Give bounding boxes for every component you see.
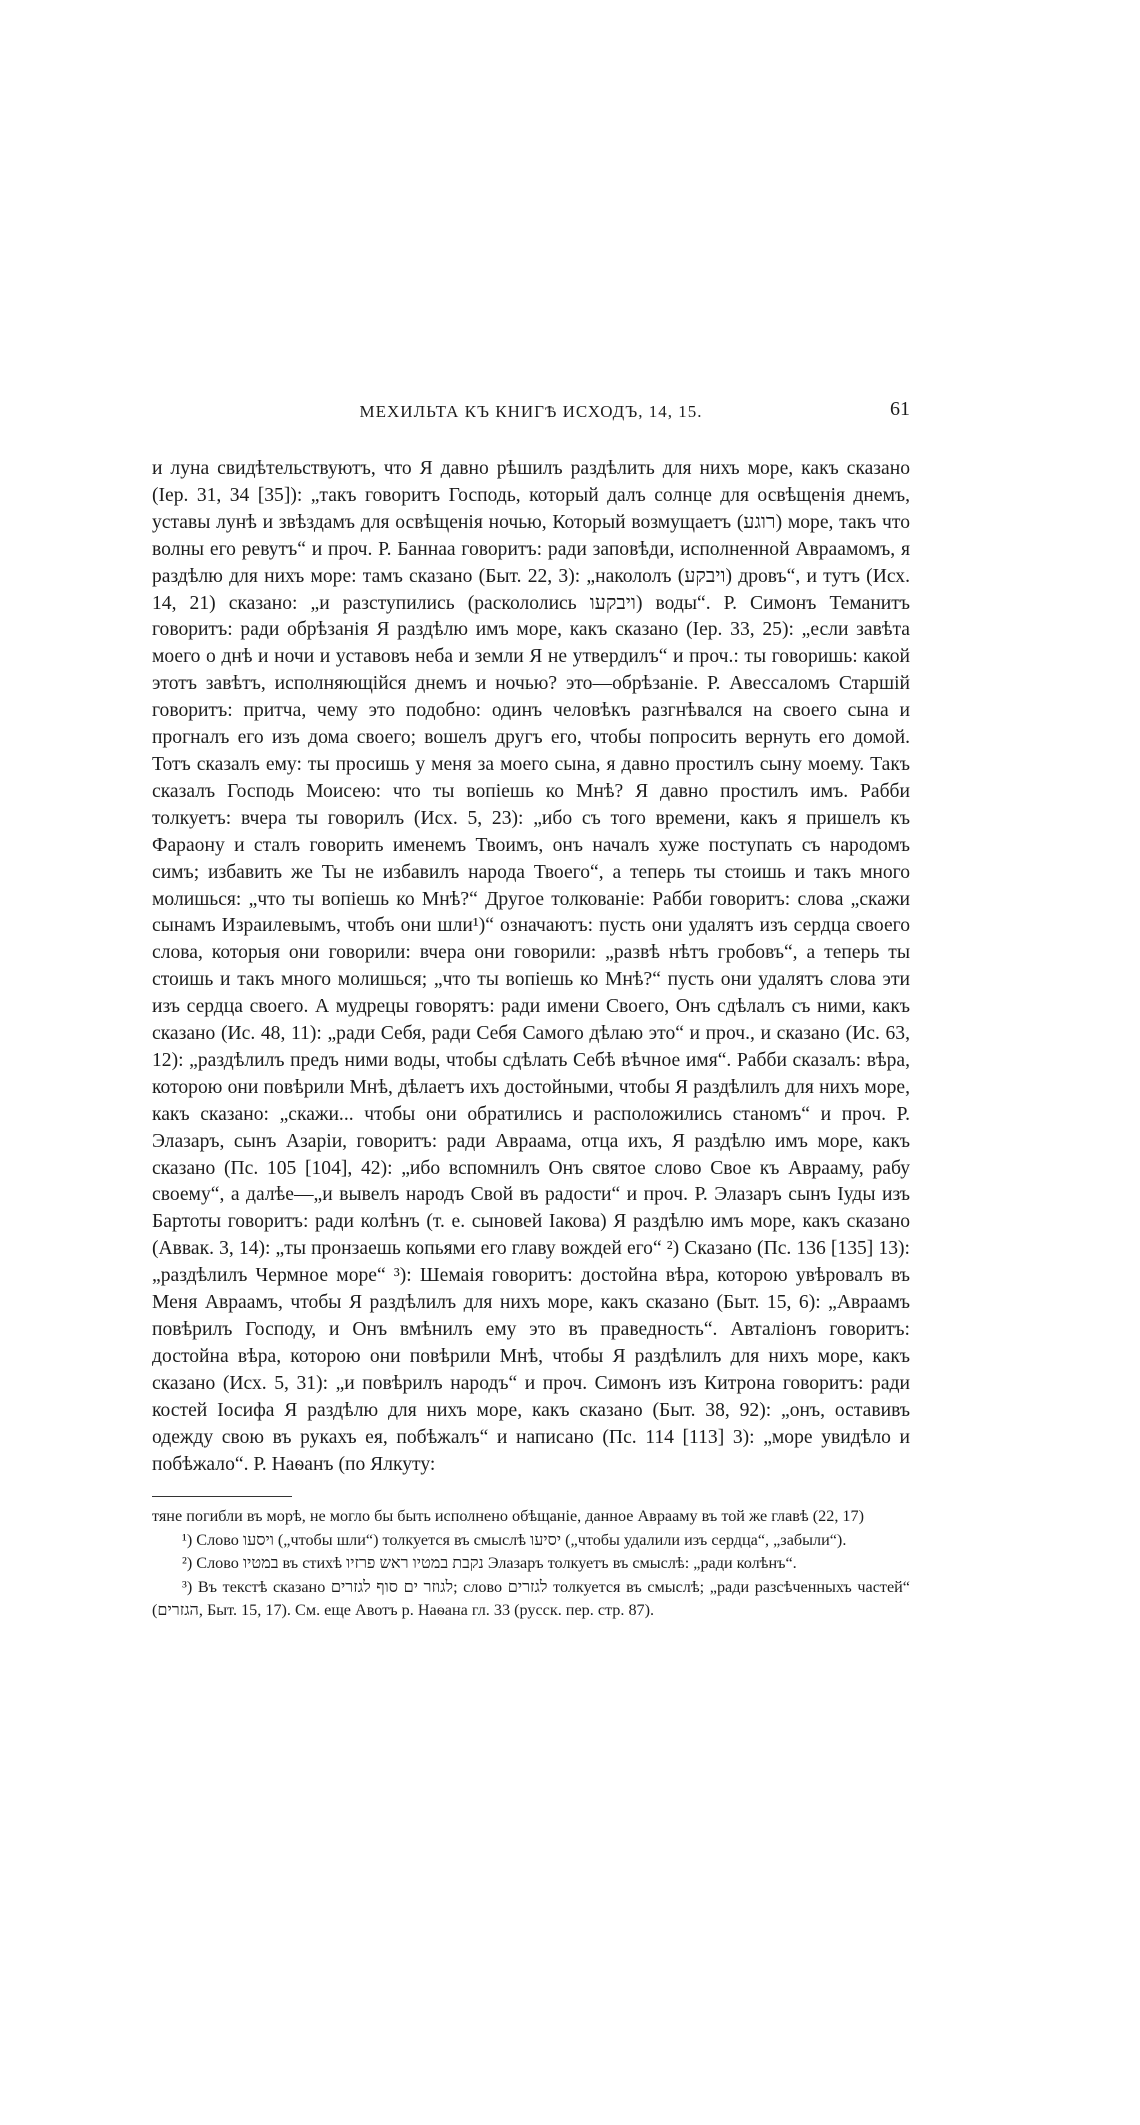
book-page (152, 398, 910, 1623)
running-title: МЕХИЛЬТА КЪ КНИГѢ ИСХОДЪ, 14, 15. (359, 402, 703, 421)
footnote-2: ²) Слово במטיו въ стихѣ נקבת במטיו ראש פרזיו Элазаръ толкуетъ въ смыслѣ: „ради колѣнъ“. (182, 1554, 797, 1573)
footnote-3: ³) Въ текстѣ сказано לגוזר ים סוף לגזרים; слово לגזרים толкуется въ смыслѣ; „ради разсѣченныхъ частей“ (הגזרים, Быт. 15, 17). См. еще Авотъ р. Наѳана гл. 33 (русск. пер. стр. 87). (152, 1577, 910, 1620)
body-paragraph: и луна свидѣтельствуютъ, что Я давно рѣшилъ раздѣлить для нихъ море, какъ сказано (Іер. 31, 34 [35]): „такъ говоритъ Господь, который далъ солнце для освѣщенія днемъ, уставы лунѣ и звѣздамъ для освѣщенія ночью, Который возмущаетъ (רוגע) море, такъ что волны его ревутъ“ и проч. Р. Баннаа говоритъ: ради заповѣди, исполненной Авраамомъ, я раздѣлю для нихъ море: тамъ сказано (Быт. 22, 3): „накололъ (ויבקע) дровъ“, и тутъ (Исх. 14, 21) сказано: „и разступились (раскололись ויבקעו) воды“. Р. Симонъ Теманитъ говоритъ: ради обрѣзанія Я раздѣлю имъ море, какъ сказано (Іер. 33, 25): „если завѣта моего о днѣ и ночи и уставовъ неба и земли Я не утвердилъ“ и проч.: ты говоришь: какой этотъ завѣтъ, исполняющійся днемъ и ночью? это—обрѣзаніе. Р. Авессаломъ Старшій говоритъ: притча, чему это подобно: одинъ человѣкъ разгнѣвался на своего сына и прогналъ его изъ дома своего; вошелъ другъ его, чтобы попросить вернуть его домой. Тотъ сказалъ ему: ты просишь у меня за моего сына, я давно простилъ сыну моему. Такъ сказалъ Господь Моисею: что ты вопіешь ко Мнѣ? Я давно простилъ имъ. Рабби толкуетъ: вчера ты говорилъ (Исх. 5, 23): „ибо съ того времени, какъ я пришелъ къ Фараону и сталъ говорить именемъ Твоимъ, онъ началъ хуже поступать съ народомъ симъ; избавить же Ты не избавилъ народа Твоего“, а теперь ты стоишь и такъ много молишься: „что ты вопіешь ко Мнѣ?“ Другое толкованіе: Рабби говоритъ: слова „скажи сынамъ Израилевымъ, чтобъ они шли¹)“ означаютъ: пусть они удалятъ изъ сердца своего слова, которыя они говорили: вчера они говорили: „развѣ нѣтъ гробовъ“, а теперь ты стоишь и такъ много молишься; „что ты вопіешь ко Мнѣ?“ пусть они удалятъ слова эти изъ сердца своего. А мудрецы говорятъ: ради имени Своего, Онъ сдѣлалъ съ ними, какъ сказано (Ис. 48, 11): „ради Себя, ради Себя Самого дѣлаю это“ и проч., и сказано (Ис. 63, 12): „раздѣлилъ предъ ними воды, чтобы сдѣлать Себѣ вѣчное имя“. Рабби сказалъ: вѣра, которою они повѣрили Мнѣ, дѣлаетъ ихъ достойными, чтобы Я раздѣлилъ для нихъ море, какъ сказано: „скажи... чтобы они обратились и расположились станомъ“ и проч. Р. Элазаръ, сынъ Азаріи, говоритъ: ради Авраама, отца ихъ, Я раздѣлю имъ море, какъ сказано (Пс. 105 [104], 42): „ибо вспомнилъ Онъ святое слово Свое къ Аврааму, рабу своему“, а далѣе—„и вывелъ народъ Свой въ радости“ и проч. Р. Элазаръ сынъ Іуды изъ Бартоты говоритъ: ради колѣнъ (т. е. сыновей Іакова) Я раздѣлю имъ море, какъ сказано (Аввак. 3, 14): „ты пронзаешь копьями его главу вождей его“ ²) Сказано (Пс. 136 [135] 13): „раздѣлилъ Чермное море“ ³): Шемаія говоритъ: достойна вѣра, которою увѣровалъ въ Меня Авраамъ, чтобы Я раздѣлилъ для нихъ море, какъ сказано (Быт. 15, 6): „Авраамъ повѣрилъ Господу, и Онъ вмѣнилъ ему это въ праведность“. Авталіонъ говоритъ: достойна вѣра, которою они повѣрили Мнѣ, чтобы Я раздѣлилъ для нихъ море, какъ сказано (Исх. 5, 31): „и повѣрилъ народъ“ и проч. Симонъ изъ Китрона говоритъ: ради костей Іосифа Я раздѣлю для нихъ море, какъ сказано (Быт. 38, 92): „онъ, оставивъ одежду свою въ рукахъ ея, побѣжалъ“ и написано (Пс. 114 [113] 3): „море увидѣло и побѣжало“. Р. Наѳанъ (по Ялкуту: (152, 458, 910, 1475)
footnote-divider (152, 1496, 292, 1497)
running-head (152, 398, 910, 428)
footnotes (152, 1505, 910, 1623)
page-number: 61 (890, 398, 910, 420)
footnote-continuation: тяне погибли въ морѣ, не могло бы быть исполнено обѣщаніе, данное Аврааму въ той же главѣ (22, 17) (152, 1507, 865, 1526)
footnote-1: ¹) Слово ויסעו („чтобы шли“) толкуется въ смыслѣ יסיעו („чтобы удалили изъ сердца“, „забыли“). (182, 1530, 847, 1549)
